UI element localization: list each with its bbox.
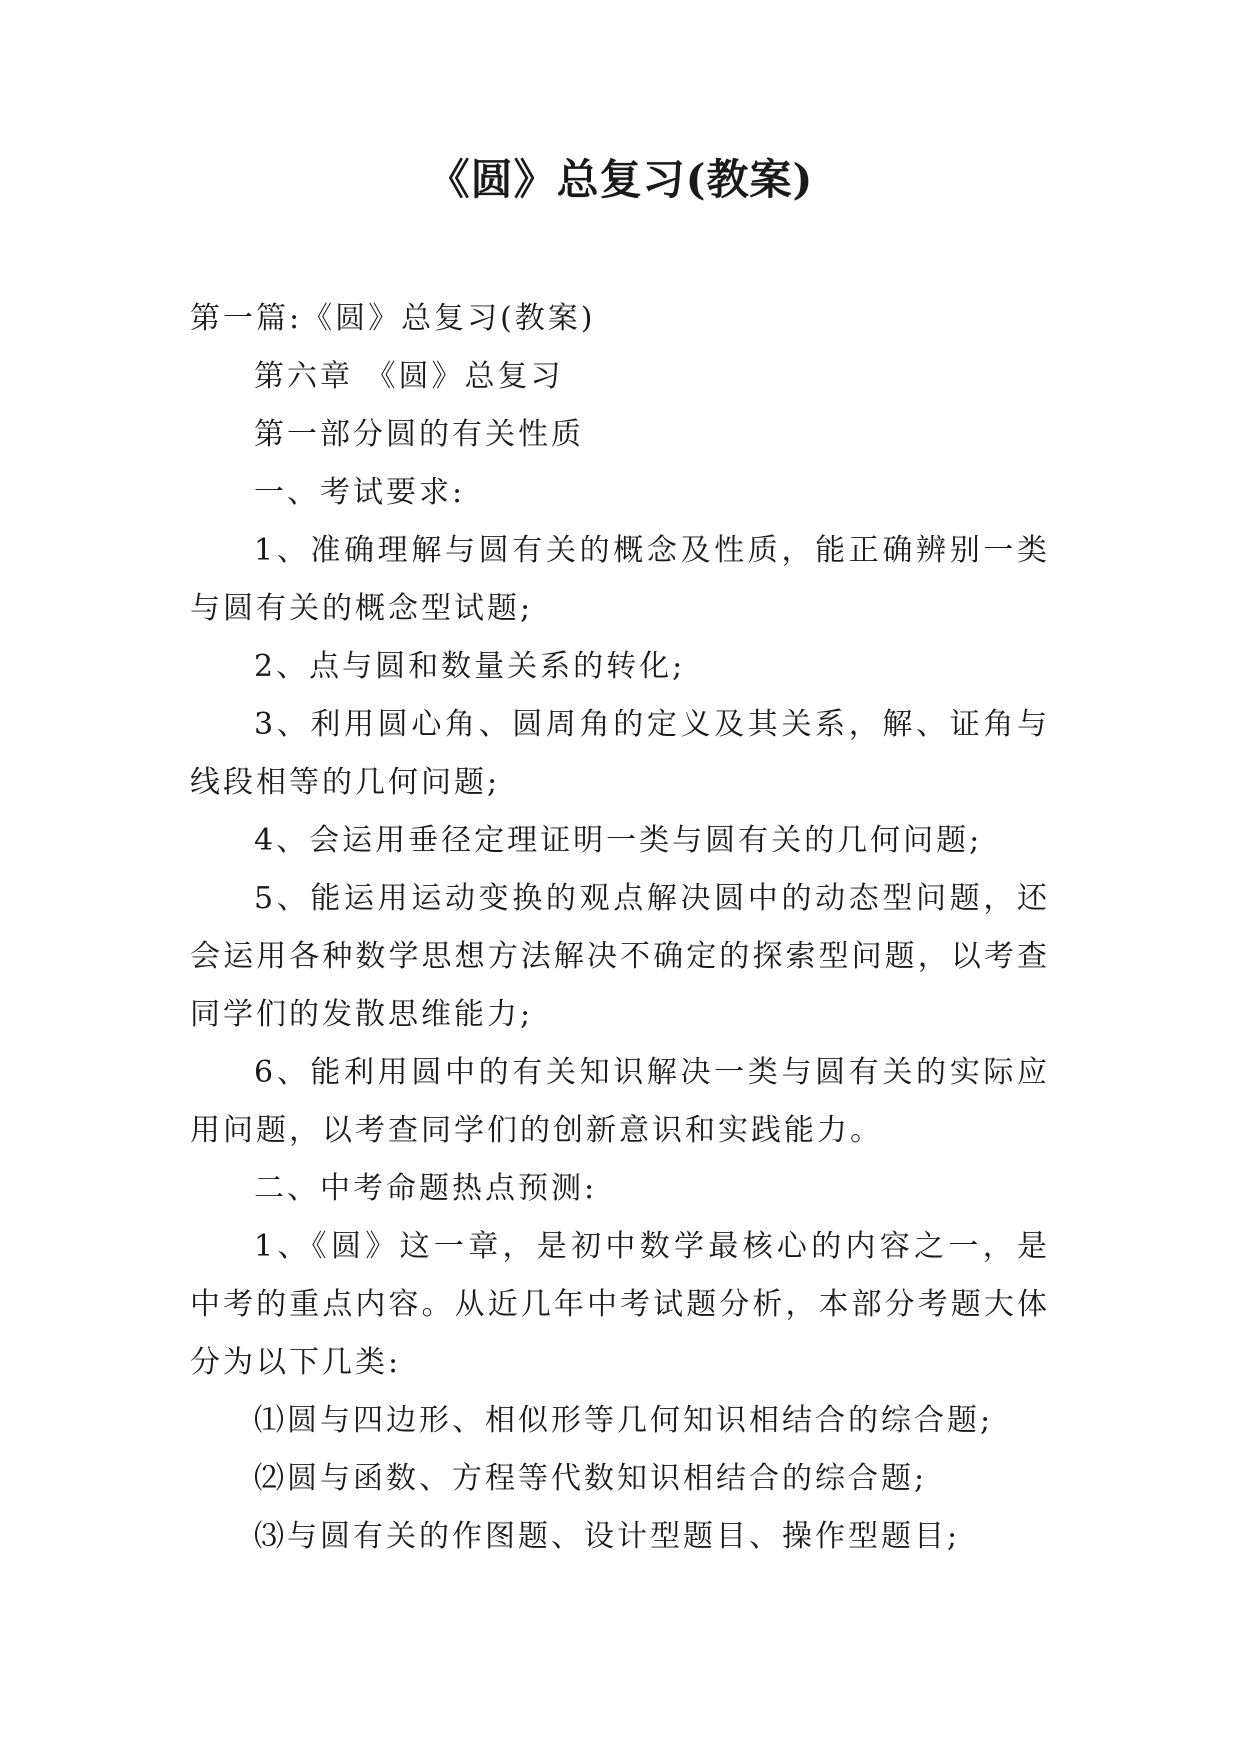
- paragraph-chapter-heading: 第六章 《圆》总复习: [254, 359, 564, 394]
- paragraph-forecast-item-1: ⑴圆与四边形、相似形等几何知识相结合的综合题;: [254, 1403, 994, 1438]
- document-body: [190, 290, 1050, 1566]
- paragraph-forecast-item-2: ⑵圆与函数、方程等代数知识相结合的综合题;: [254, 1461, 928, 1496]
- document-title: 《圆》总复习(教案): [427, 155, 814, 204]
- paragraph-part-heading: 第一部分圆的有关性质: [254, 417, 584, 452]
- paragraph-requirement-4: 4、会运用垂径定理证明一类与圆有关的几何问题;: [254, 823, 983, 858]
- paragraph-forecast-1: 1、《圆》这一章，是初中数学最核心的内容之一，是中考的重点内容。从近几年中考试题分析，本部分考题大体分为以下几类:: [190, 1229, 1050, 1380]
- paragraph-requirement-6: 6、能利用圆中的有关知识解决一类与圆有关的实际应用问题，以考查同学们的创新意识和实践能力。: [190, 1055, 1050, 1148]
- paragraph-requirement-5: 5、能运用运动变换的观点解决圆中的动态型问题，还会运用各种数学思想方法解决不确定的探索型问题，以考查同学们的发散思维能力;: [190, 881, 1050, 1032]
- paragraph-requirement-2: 2、点与圆和数量关系的转化;: [254, 649, 686, 684]
- paragraph-forecast-item-3: ⑶与圆有关的作图题、设计型题目、操作型题目;: [254, 1519, 961, 1554]
- paragraph-requirement-3: 3、利用圆心角、圆周角的定义及其关系，解、证角与线段相等的几何问题;: [190, 707, 1050, 800]
- paragraph-forecast-heading: 二、中考命题热点预测:: [254, 1171, 598, 1206]
- paragraph-exam-requirements-heading: 一、考试要求:: [254, 475, 466, 510]
- paragraph-section-heading: 第一篇:《圆》总复习(教案): [190, 301, 596, 336]
- paragraph-requirement-1: 1、准确理解与圆有关的概念及性质，能正确辨别一类与圆有关的概念型试题;: [190, 533, 1050, 626]
